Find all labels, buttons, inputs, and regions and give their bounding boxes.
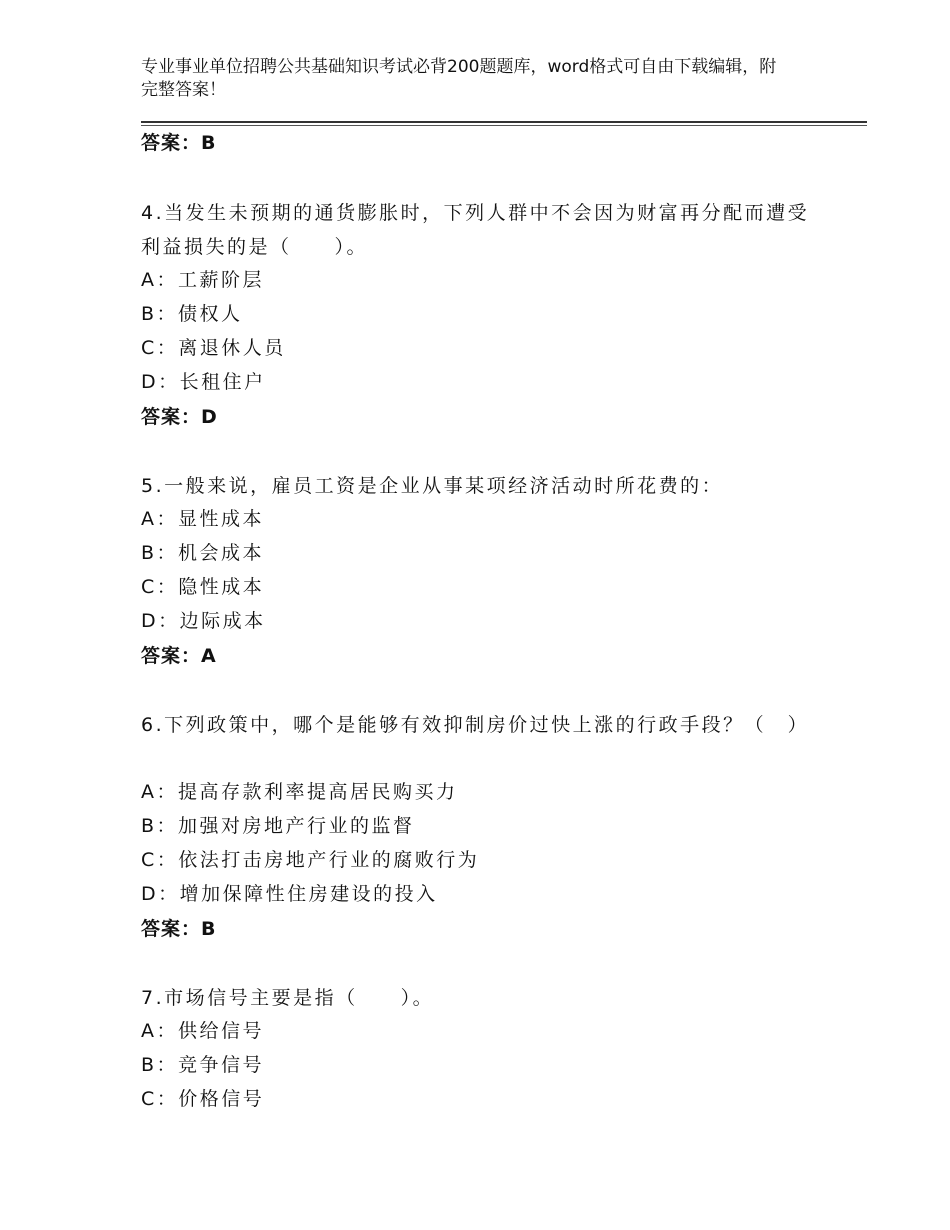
question-4-option-c: C：离退休人员 xyxy=(141,337,286,359)
question-7-option-b: B：竞争信号 xyxy=(141,1054,265,1076)
page-header: 专业事业单位招聘公共基础知识考试必背200题题库，word格式可自由下载编辑，附完整答案！ xyxy=(141,57,777,100)
question-5-option-c: C：隐性成本 xyxy=(141,576,265,598)
answer-3: 答案：B xyxy=(141,132,217,154)
question-6-option-c: C：依法打击房地产行业的腐败行为 xyxy=(141,849,480,871)
question-6-option-a: A：提高存款利率提高居民购买力 xyxy=(141,781,458,803)
question-6: 6.下列政策中，哪个是能够有效抑制房价过快上涨的行政手段？（ ） xyxy=(141,714,810,736)
answer-6: 答案：B xyxy=(141,918,217,940)
question-7-option-c: C：价格信号 xyxy=(141,1088,265,1110)
question-6-option-b: B：加强对房地产行业的监督 xyxy=(141,815,415,837)
question-4-option-b: B：债权人 xyxy=(141,303,243,325)
question-5-option-a: A：显性成本 xyxy=(141,508,264,530)
question-5-option-b: B：机会成本 xyxy=(141,542,265,564)
header-rule-thin xyxy=(141,125,867,126)
question-7: 7.市场信号主要是指（ ）。 xyxy=(141,987,435,1009)
header-rule-thick xyxy=(141,121,867,123)
question-4-option-a: A：工薪阶层 xyxy=(141,269,264,291)
question-4-option-d: D：长租住户 xyxy=(141,371,266,393)
question-6-option-d: D：增加保障性住房建设的投入 xyxy=(141,883,438,905)
answer-4: 答案：D xyxy=(141,406,218,428)
question-7-option-a: A：供给信号 xyxy=(141,1020,264,1042)
question-5: 5.一般来说，雇员工资是企业从事某项经济活动时所花费的： xyxy=(141,475,724,497)
question-4: 4.当发生未预期的通货膨胀时，下列人群中不会因为财富再分配而遭受利益损失的是（ ）。 xyxy=(141,202,810,258)
question-5-option-d: D：边际成本 xyxy=(141,610,266,632)
answer-5: 答案：A xyxy=(141,645,217,667)
